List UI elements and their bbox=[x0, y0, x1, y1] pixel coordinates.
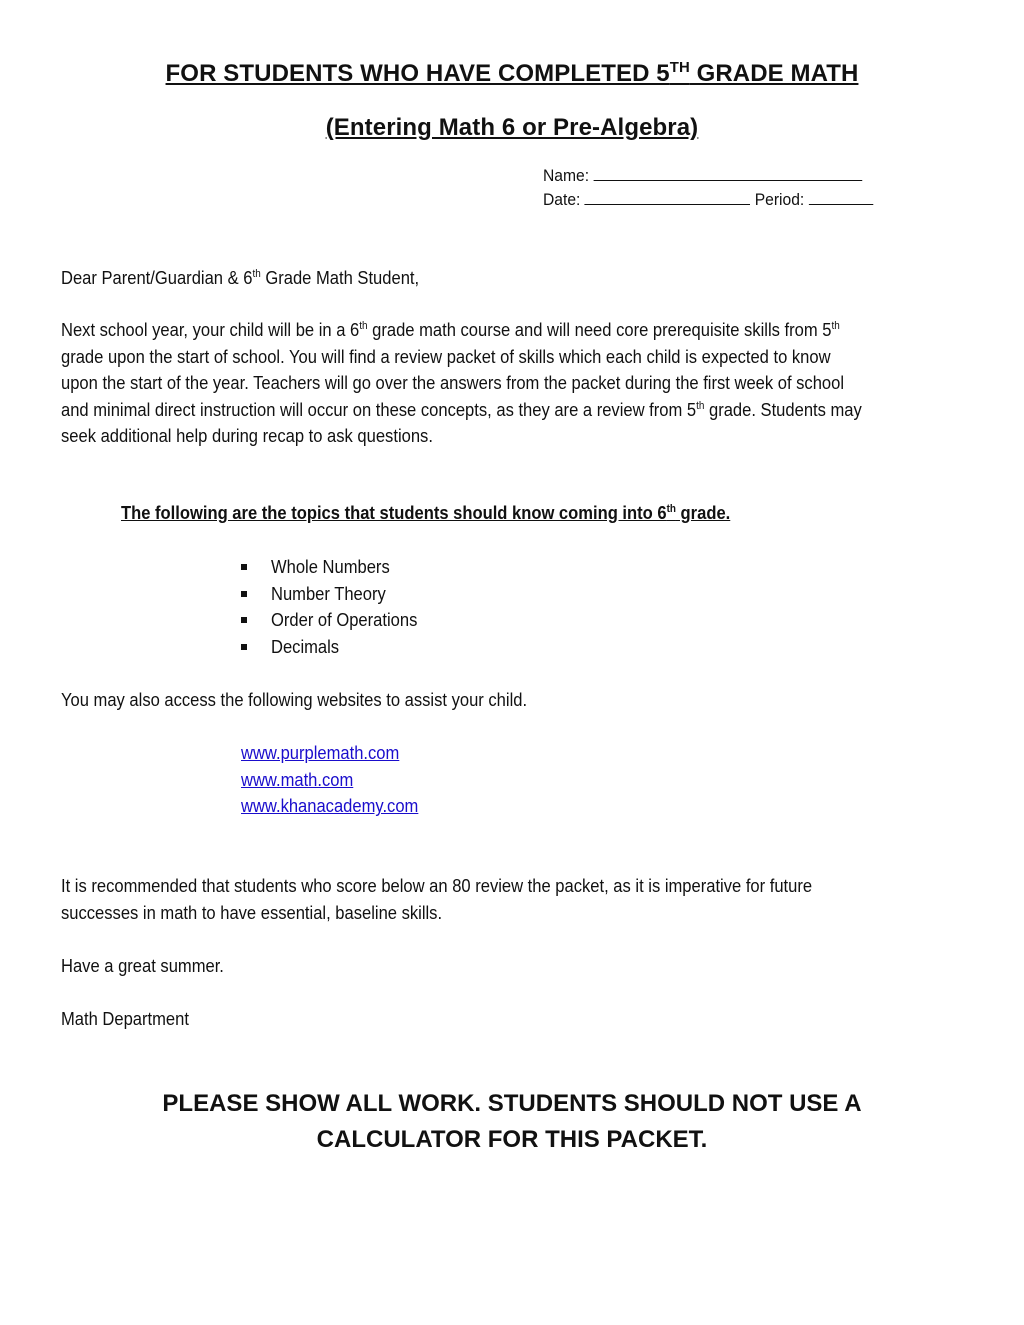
topics-list bbox=[241, 554, 430, 660]
period-label: Period: bbox=[754, 190, 805, 209]
intro-line bbox=[61, 397, 862, 424]
name-field[interactable] bbox=[543, 166, 862, 186]
instruction-line: PLEASE SHOW ALL WORK. STUDENTS SHOULD NOT USE A bbox=[162, 1090, 862, 1117]
list-item bbox=[241, 634, 430, 661]
intro-line-text: Next school year, your child will be in a 6 bbox=[61, 320, 360, 340]
list-item bbox=[241, 581, 430, 608]
period-blank[interactable] bbox=[809, 190, 873, 205]
date-period-row bbox=[543, 190, 873, 210]
name-label: Name: bbox=[543, 166, 590, 185]
intro-line: upon the start of the year. Teachers will go over the answers from the packet during the first week of school bbox=[61, 373, 845, 394]
recommendation-line: It is recommended that students who score below an 80 review the packet, as it is imperative for future bbox=[61, 876, 813, 896]
topics-heading-text: The following are the topics that students should know coming into 6 bbox=[121, 503, 667, 523]
intro-sup: th bbox=[359, 320, 368, 332]
intro-paragraph bbox=[61, 317, 862, 450]
topics-heading bbox=[121, 503, 730, 524]
square-bullet-icon bbox=[241, 591, 247, 597]
topics-heading-sup: th bbox=[666, 503, 676, 515]
intro-sup: th bbox=[831, 320, 840, 332]
salutation-tail: Grade Math Student, bbox=[260, 268, 420, 288]
list-item bbox=[241, 607, 430, 634]
link-khanacademy[interactable]: www.khanacademy.com bbox=[241, 796, 419, 817]
intro-line-text: grade. Students may bbox=[704, 399, 862, 420]
instruction-line: CALCULATOR FOR THIS PACKET. bbox=[316, 1126, 708, 1153]
link-math[interactable]: www.math.com bbox=[241, 769, 354, 790]
square-bullet-icon bbox=[241, 564, 247, 570]
intro-line-text: and minimal direct instruction will occur on these concepts, as they are a review from 5 bbox=[61, 399, 697, 420]
intro-line: grade upon the start of school. You will find a review packet of skills which each child is expected to know bbox=[61, 346, 831, 367]
date-blank[interactable] bbox=[585, 190, 751, 205]
list-item bbox=[241, 554, 430, 581]
square-bullet-icon bbox=[241, 617, 247, 623]
website-links bbox=[241, 740, 418, 820]
websites-intro: You may also access the following websites to assist your child. bbox=[61, 690, 528, 710]
page-title bbox=[0, 60, 1024, 88]
page-subtitle: (Entering Math 6 or Pre-Algebra) bbox=[325, 114, 699, 141]
topic-label: Decimals bbox=[271, 636, 340, 657]
title-tail: GRADE MATH bbox=[689, 60, 859, 87]
date-label: Date: bbox=[543, 190, 581, 209]
salutation bbox=[61, 265, 419, 292]
title-main: FOR STUDENTS WHO HAVE COMPLETED 5 bbox=[165, 60, 670, 87]
recommendation-paragraph bbox=[61, 873, 812, 926]
salutation-sup: th bbox=[252, 268, 261, 280]
link-purplemath[interactable]: www.purplemath.com bbox=[241, 743, 400, 763]
work-instructions bbox=[0, 1086, 1024, 1158]
closing-line: Have a great summer. bbox=[61, 956, 224, 976]
topics-heading-tail: grade. bbox=[675, 503, 731, 523]
topic-label: Whole Numbers bbox=[271, 557, 390, 577]
intro-sup: th bbox=[696, 399, 705, 412]
signature: Math Department bbox=[61, 1009, 189, 1029]
topic-label: Order of Operations bbox=[271, 610, 418, 631]
salutation-text: Dear Parent/Guardian & 6 bbox=[61, 268, 253, 288]
intro-line-text: grade math course and will need core prerequisite skills from 5 bbox=[367, 320, 832, 340]
title-superscript: TH bbox=[669, 60, 690, 76]
name-blank[interactable] bbox=[593, 166, 862, 181]
topic-label: Number Theory bbox=[271, 583, 386, 604]
recommendation-line: successes in math to have essential, baseline skills. bbox=[61, 902, 443, 923]
intro-line bbox=[61, 317, 862, 344]
square-bullet-icon bbox=[241, 644, 247, 650]
intro-line: seek additional help during recap to ask questions. bbox=[61, 426, 433, 447]
